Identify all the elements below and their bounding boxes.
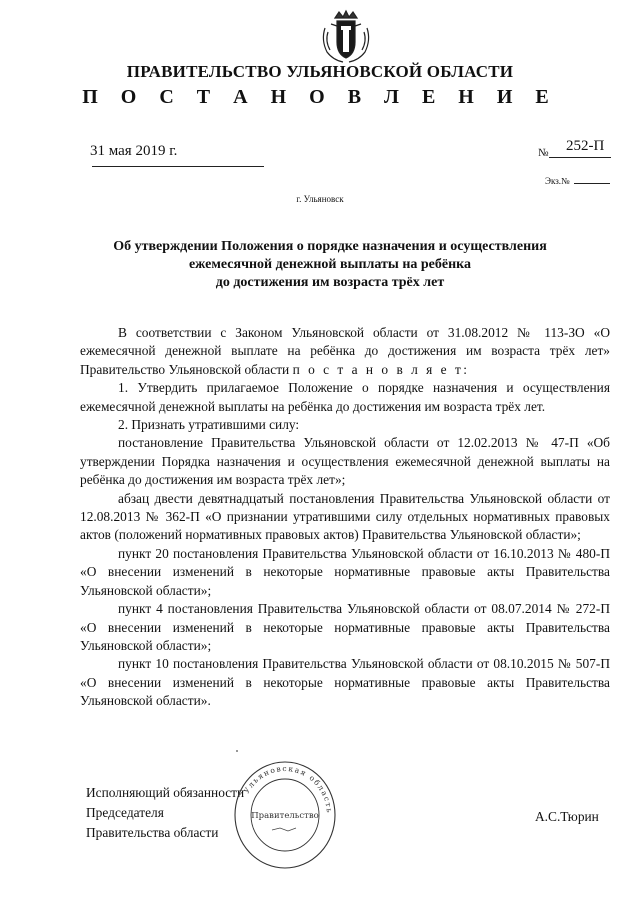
copy-number-underline (574, 183, 610, 184)
repeal-item-5: пункт 10 постановления Правительства Ульяновской области от 08.10.2015 № 507-П «О внесении изменений в некоторые нормативные правовые акты Правительства Ульяновской области». (80, 656, 610, 709)
title-line-3: до достижения им возраста трёх лет (215, 275, 445, 290)
document-title (90, 238, 570, 292)
item-1-paragraph: 1. Утвердить прилагаемое Положение о порядке назначения и осуществления ежемесячной денежной выплаты на ребёнка до достижения им возраста трёх лет. (80, 380, 610, 414)
city-label: г. Ульяновск (296, 194, 344, 204)
document-number: 252-П (566, 138, 605, 154)
number-sign: № (538, 147, 549, 159)
signatory-line-1: Исполняющий обязанности (86, 785, 245, 800)
item-2-paragraph: 2. Признать утратившими силу: (118, 417, 300, 433)
number-underline (549, 157, 611, 158)
document-type-heading: П О С Т А Н О В Л Е Н И Е (82, 86, 558, 108)
document-date: 31 мая 2019 г. (90, 143, 178, 159)
stamp-center-text: Правительство (251, 811, 319, 821)
repeal-item-3: пункт 20 постановления Правительства Ульяновской области от 16.10.2013 № 480-П «О внесении изменений в некоторые нормативные правовые акты Правительства Ульяновской области»; (80, 545, 610, 598)
official-stamp (232, 758, 338, 872)
intro-text: В соответствии с Законом Ульяновской области от 31.08.2012 № 113-ЗО «О ежемесячной денежной выплате на ребёнка до достижения им возраста трёх лет» Правительство Ульяновской области (80, 325, 610, 377)
signatory-position (86, 783, 244, 843)
intro-paragraph (80, 324, 610, 379)
document-body (80, 324, 610, 711)
signatory-line-2: Председателя (86, 805, 164, 820)
copy-number-label: Экз.№ (545, 176, 570, 186)
title-line-1: Об утверждении Положения о порядке назначения и осуществления (113, 239, 547, 254)
organization-heading: ПРАВИТЕЛЬСТВО УЛЬЯНОВСКОЙ ОБЛАСТИ (126, 62, 514, 81)
scan-speck (236, 750, 238, 752)
resolves-word: п о с т а н о в л я е т: (292, 361, 470, 377)
signatory-name: А.С.Тюрин (535, 809, 599, 824)
stamp-ring-text: Ульяновская область (241, 763, 335, 815)
coat-of-arms-icon (317, 8, 375, 66)
signatory-line-3: Правительства области (86, 825, 219, 840)
repeal-item-2: абзац двести девятнадцатый постановления Правительства Ульяновской области от 12.08.2013 № 362-П «О признании утратившими силу отдельных нормативных правовых актов (положений нормативных правовых актов) Правительства Ульяновской области»; (80, 490, 610, 543)
repeal-item-1: постановление Правительства Ульяновской области от 12.02.2013 № 47-П «Об утверждении Порядка назначения и осуществления ежемесячной денежной выплаты на ребёнка до достижения им возраста трёх лет»; (80, 435, 610, 488)
title-line-2: ежемесячной денежной выплаты на ребёнка (188, 257, 472, 272)
repeal-item-4: пункт 4 постановления Правительства Ульяновской области от 08.07.2014 № 272-П «О внесении изменений в некоторые нормативные правовые акты Правительства Ульяновской области»; (80, 601, 610, 653)
date-underline (92, 166, 264, 167)
